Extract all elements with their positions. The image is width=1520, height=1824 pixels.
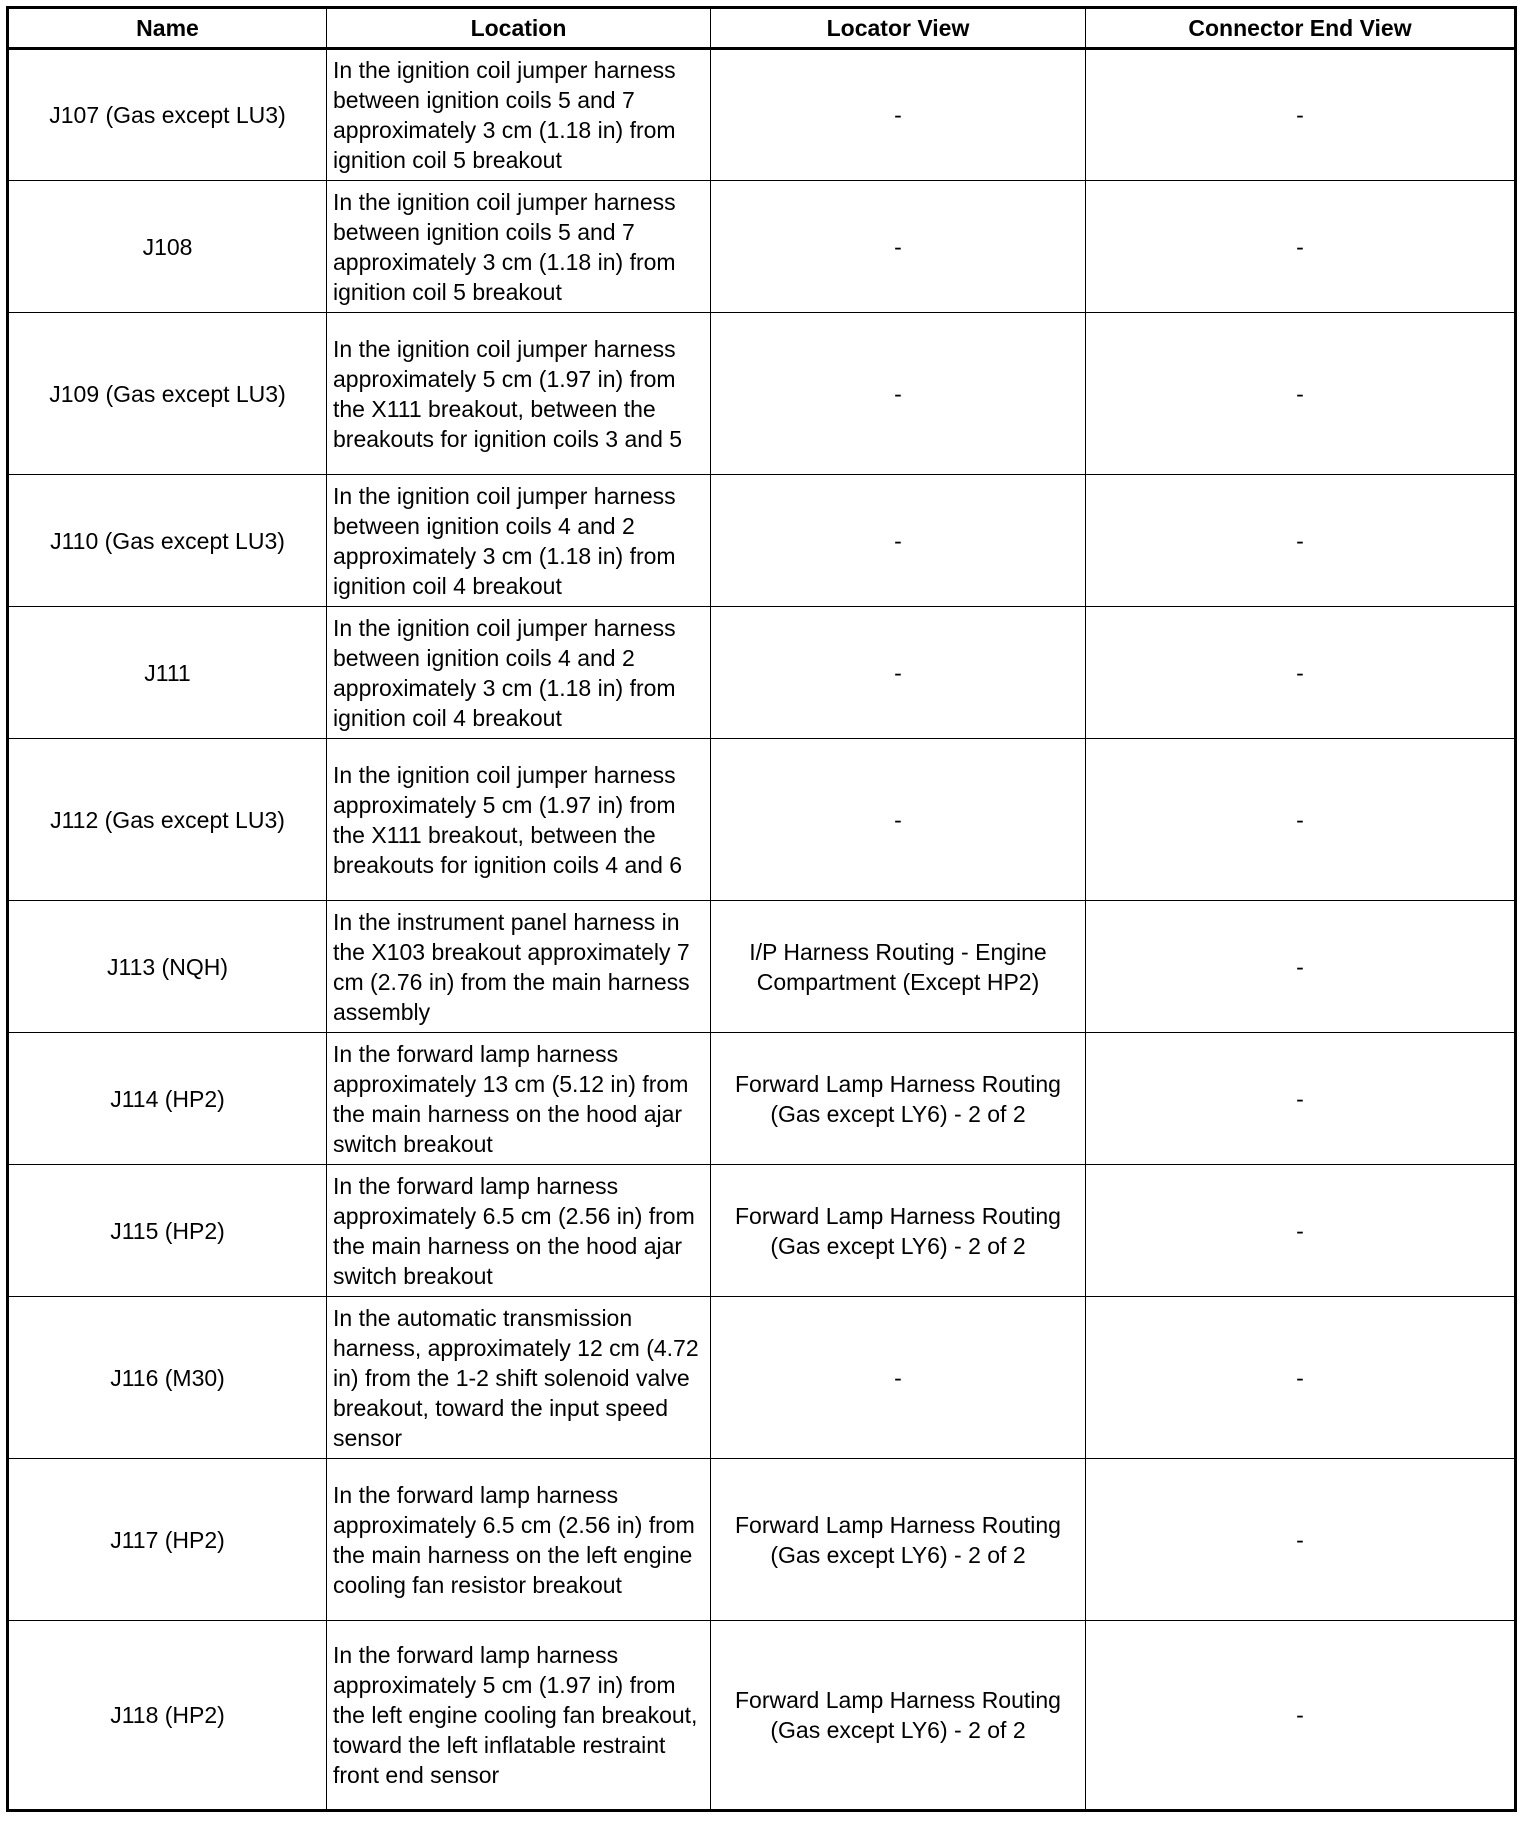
cell-locator-view: -	[711, 181, 1086, 313]
cell-location: In the automatic transmission harness, approximately 12 cm (4.72 in) from the 1-2 shift solenoid valve breakout, toward the input speed sensor	[327, 1297, 711, 1459]
cell-name: J110 (Gas except LU3)	[8, 475, 327, 607]
table-row	[8, 739, 1516, 901]
cell-name: J113 (NQH)	[8, 901, 327, 1033]
table-row	[8, 475, 1516, 607]
cell-location: In the forward lamp harness approximately 13 cm (5.12 in) from the main harness on the hood ajar switch breakout	[327, 1033, 711, 1165]
cell-name: J114 (HP2)	[8, 1033, 327, 1165]
cell-connector-end-view: -	[1086, 181, 1516, 313]
header-locator-view: Locator View	[711, 8, 1086, 49]
header-location: Location	[327, 8, 711, 49]
cell-name: J118 (HP2)	[8, 1621, 327, 1811]
cell-locator-view: -	[711, 739, 1086, 901]
cell-name: J116 (M30)	[8, 1297, 327, 1459]
cell-location: In the ignition coil jumper harness between ignition coils 4 and 2 approximately 3 cm (1.18 in) from ignition coil 4 breakout	[327, 607, 711, 739]
table-row	[8, 1459, 1516, 1621]
cell-locator-view: Forward Lamp Harness Routing (Gas except LY6) - 2 of 2	[711, 1459, 1086, 1621]
cell-location: In the ignition coil jumper harness approximately 5 cm (1.97 in) from the X111 breakout, between the breakouts for ignition coils 4 and 6	[327, 739, 711, 901]
cell-locator-view: Forward Lamp Harness Routing (Gas except LY6) - 2 of 2	[711, 1033, 1086, 1165]
header-row	[8, 8, 1516, 49]
cell-location: In the instrument panel harness in the X103 breakout approximately 7 cm (2.76 in) from the main harness assembly	[327, 901, 711, 1033]
cell-connector-end-view: -	[1086, 1165, 1516, 1297]
table-row	[8, 49, 1516, 181]
cell-connector-end-view: -	[1086, 1621, 1516, 1811]
cell-connector-end-view: -	[1086, 1033, 1516, 1165]
table-row	[8, 313, 1516, 475]
cell-locator-view: -	[711, 1297, 1086, 1459]
cell-connector-end-view: -	[1086, 607, 1516, 739]
cell-location: In the forward lamp harness approximately 6.5 cm (2.56 in) from the main harness on the left engine cooling fan resistor breakout	[327, 1459, 711, 1621]
cell-connector-end-view: -	[1086, 901, 1516, 1033]
cell-location: In the ignition coil jumper harness approximately 5 cm (1.97 in) from the X111 breakout, between the breakouts for ignition coils 3 and 5	[327, 313, 711, 475]
cell-location: In the forward lamp harness approximately 6.5 cm (2.56 in) from the main harness on the hood ajar switch breakout	[327, 1165, 711, 1297]
table-row	[8, 1033, 1516, 1165]
cell-connector-end-view: -	[1086, 49, 1516, 181]
cell-locator-view: Forward Lamp Harness Routing (Gas except LY6) - 2 of 2	[711, 1621, 1086, 1811]
cell-locator-view: -	[711, 313, 1086, 475]
cell-connector-end-view: -	[1086, 1459, 1516, 1621]
cell-name: J112 (Gas except LU3)	[8, 739, 327, 901]
cell-name: J111	[8, 607, 327, 739]
cell-name: J117 (HP2)	[8, 1459, 327, 1621]
cell-name: J107 (Gas except LU3)	[8, 49, 327, 181]
header-connector-end-view: Connector End View	[1086, 8, 1516, 49]
cell-name: J115 (HP2)	[8, 1165, 327, 1297]
cell-connector-end-view: -	[1086, 313, 1516, 475]
table-row	[8, 1297, 1516, 1459]
table-row	[8, 1165, 1516, 1297]
table-row	[8, 607, 1516, 739]
cell-locator-view: -	[711, 475, 1086, 607]
cell-name: J108	[8, 181, 327, 313]
table-row	[8, 1621, 1516, 1811]
splice-pack-table-container	[6, 6, 1514, 1812]
cell-locator-view: Forward Lamp Harness Routing (Gas except LY6) - 2 of 2	[711, 1165, 1086, 1297]
cell-name: J109 (Gas except LU3)	[8, 313, 327, 475]
cell-location: In the ignition coil jumper harness between ignition coils 4 and 2 approximately 3 cm (1.18 in) from ignition coil 4 breakout	[327, 475, 711, 607]
cell-connector-end-view: -	[1086, 475, 1516, 607]
cell-locator-view: -	[711, 607, 1086, 739]
header-name: Name	[8, 8, 327, 49]
cell-locator-view: I/P Harness Routing - Engine Compartment (Except HP2)	[711, 901, 1086, 1033]
cell-location: In the ignition coil jumper harness between ignition coils 5 and 7 approximately 3 cm (1.18 in) from ignition coil 5 breakout	[327, 49, 711, 181]
cell-connector-end-view: -	[1086, 1297, 1516, 1459]
cell-location: In the ignition coil jumper harness between ignition coils 5 and 7 approximately 3 cm (1.18 in) from ignition coil 5 breakout	[327, 181, 711, 313]
cell-connector-end-view: -	[1086, 739, 1516, 901]
cell-location: In the forward lamp harness approximately 5 cm (1.97 in) from the left engine cooling fan breakout, toward the left inflatable restraint front end sensor	[327, 1621, 711, 1811]
table-row	[8, 181, 1516, 313]
splice-pack-table	[6, 6, 1517, 1812]
cell-locator-view: -	[711, 49, 1086, 181]
table-row	[8, 901, 1516, 1033]
